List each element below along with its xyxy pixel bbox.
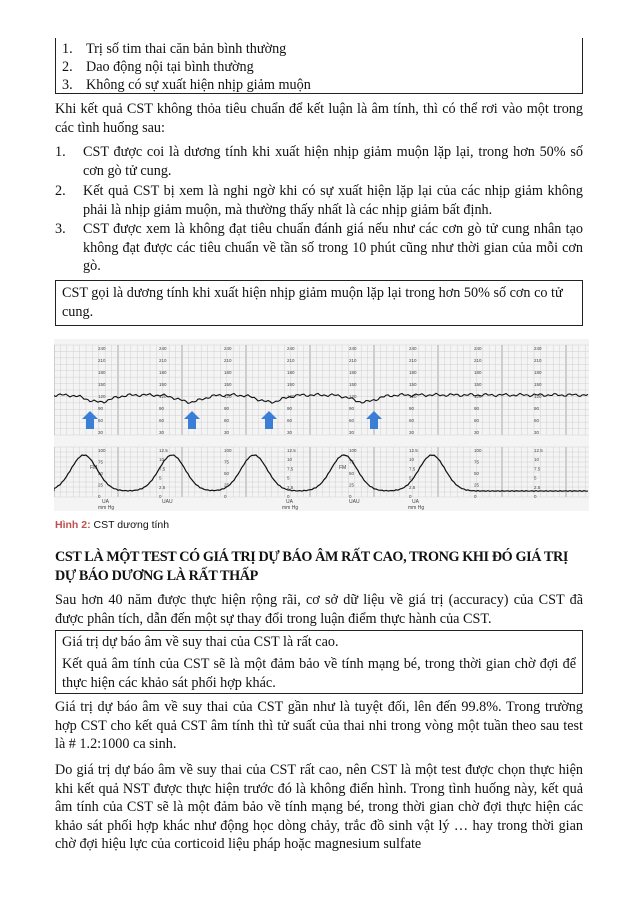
fhr-tick-label: 60 [224,418,230,423]
case-item-2: 2. Kết quả CST bị xem là nghi ngờ khi có sự xuất hiện lặp lại của các nhịp giảm không phải là nhịp giảm muộn, mà thường thấy nhất là các nhịp giảm bất định. [55,183,583,218]
case-item-3: 3. CST được xem là không đạt tiêu chuẩn đánh giá nếu như các cơn gò tử cung nhân tạo không đạt được các tiêu chuẩn về tần số trong 10 phút cũng như thời gian của mỗi cơn gò. [55,221,583,275]
fhr-tick-label: 90 [159,406,165,411]
fhr-tick-label: 120 [287,394,295,399]
ua-tick-label: 0 [349,494,352,499]
ua-tick-label: 100 [224,448,232,453]
ua-tick-label: 50 [349,471,355,476]
mmhg-label: mm Hg [408,505,425,511]
fhr-tick-label: 90 [98,406,104,411]
ua-tick-label: 50 [98,471,104,476]
fhr-tick-label: 240 [474,346,482,351]
figure-caption [55,519,169,531]
fhr-tick-label: 180 [534,370,542,375]
fhr-tick-label: 120 [98,394,106,399]
ua-tick-label: 12.5 [159,448,168,453]
fhr-tick-label: 120 [409,394,417,399]
fhr-tick-label: 120 [474,394,482,399]
fhr-tick-label: 180 [98,370,106,375]
section-heading: CST LÀ MỘT TEST CÓ GIÁ TRỊ DỰ BÁO ÂM RẤT CAO, TRONG KHI ĐÓ GIÁ TRỊ DỰ BÁO DƯƠNG LÀ RẤT THẤP [55,549,568,584]
criteria-box [55,38,583,94]
ua-tick-label: 7.5 [409,466,416,472]
fhr-tick-label: 120 [534,394,542,399]
ua-tick-label: 7.5 [534,466,541,472]
fhr-tick-label: 90 [287,406,293,411]
ua-tick-label: 75 [98,459,104,465]
fhr-tick-label: 240 [287,346,295,351]
ua-tick-label: 0 [534,494,537,499]
ua-tick-label: 2.5 [534,484,541,490]
fhr-tick-label: 240 [409,346,417,351]
ua-tick-label: 5 [409,475,412,481]
ua-tick-label: 100 [98,448,106,453]
fhr-tick-label: 180 [474,370,482,375]
ua-label: UA [102,499,109,505]
ua-tick-label: 0 [474,494,477,499]
fhr-tick-label: 210 [287,358,295,363]
ua-tick-label: 25 [98,482,104,488]
fhr-tick-label: 90 [224,406,230,411]
fhr-tick-label: 90 [474,406,480,411]
fhr-tick-label: 210 [349,358,357,363]
ua-tick-label: 5 [287,475,290,481]
ua-tick-label: 0 [159,494,162,499]
fhr-tick-label: 240 [159,346,167,351]
caption-text: CST dương tính [90,519,170,531]
fhr-tick-label: 60 [287,418,293,423]
fhr-tick-label: 30 [159,430,165,435]
ua-tick-label: 7.5 [159,466,166,472]
fhr-tick-label: 90 [409,406,415,411]
fhr-tick-label: 210 [159,358,167,363]
paragraph-2: Giá trị dự báo âm về suy thai của CST gần như là tuyệt đối, lên đến 99.8%. Trong trường hợp CST cho kết quả CST âm tính thì tử suất của thai nhi trong vòng một tuần theo sau test là # 1.2:1000 ca sinh. [55,699,583,753]
ua-tick-label: 2.5 [287,484,294,490]
criteria-item: 2. [62,59,73,75]
fhr-tick-label: 210 [409,358,417,363]
ua-tick-label: 50 [474,471,480,476]
fhr-tick-label: 60 [474,418,480,423]
ua-tick-label: 12.5 [534,448,543,453]
fhr-tick-label: 60 [349,418,355,423]
fhr-tick-label: 60 [159,418,165,423]
fhr-tick-label: 150 [474,382,482,387]
paragraph-3: Do giá trị dự báo âm về suy thai của CST rất cao, nên CST là một test được chọn thực hiện khi kết quả NST được thực hiện trước đó là không điển hình. Trong tình huống này, kết quả âm tính của CST sẽ là một đảm bảo về tính mạng bé, trong thời gian chờ đợi thực hiện các khảo sát phối hợp khác như động học dòng chảy, trắc đồ sinh vật lý … hay trong thời gian chờ đợi hiệu lực của corticoid liệu pháp hoặc magnesium sulfate [55,762,583,853]
mmhg-label: mm Hg [282,505,299,511]
fhr-tick-label: 180 [224,370,232,375]
fhr-tick-label: 240 [349,346,357,351]
fhr-tick-label: 210 [534,358,542,363]
ua-tick-label: 0 [224,494,227,499]
fm-label: FM [90,465,98,471]
ua-tick-label: 5 [159,475,162,481]
fhr-tick-label: 30 [287,430,293,435]
positive-definition-box [55,280,583,326]
ua-tick-label: 75 [349,459,355,465]
ctg-figure [54,339,589,511]
fhr-tick-label: 30 [224,430,230,435]
fhr-tick-label: 60 [98,418,104,423]
ua-tick-label: 2.5 [159,484,166,490]
ua-tick-label: 12.5 [287,448,296,453]
fhr-tick-label: 30 [409,430,415,435]
ua-label: UA [412,499,419,505]
fhr-tick-label: 150 [409,382,417,387]
ua-tick-label: 10 [159,457,165,463]
ua-tick-label: 100 [474,448,482,453]
ua-tick-label: 7.5 [287,466,294,472]
ua-tick-label: 0 [98,494,101,499]
criteria-text: Trị số tim thai căn bản bình thường [86,41,287,57]
fm-label: FM [339,465,347,471]
ua-tick-label: 25 [224,482,230,488]
negative-predictive-box [55,630,583,694]
fhr-tick-label: 180 [159,370,167,375]
fhr-tick-label: 90 [534,406,540,411]
ua-tick-label: 25 [474,482,480,488]
fhr-tick-label: 150 [224,382,232,387]
fhr-tick-label: 210 [474,358,482,363]
fhr-tick-label: 120 [159,394,167,399]
ua-tick-label: 12.5 [409,448,418,453]
fhr-tick-label: 30 [474,430,480,435]
ua-tick-label: 100 [349,448,357,453]
ua-label: UA [286,499,293,505]
fhr-tick-label: 30 [349,430,355,435]
paragraph-1: Sau hơn 40 năm được thực hiện rộng rãi, cơ sở dữ liệu về giá trị (accuracy) của CST đã được phân tích, dẫn đến một sự thay đổi trong luận điểm thực hành của CST. [55,592,583,627]
fhr-tick-label: 210 [98,358,106,363]
fhr-tick-label: 180 [287,370,295,375]
fhr-tick-label: 240 [224,346,232,351]
ua-tick-label: 10 [534,457,540,463]
ua-tick-label: 10 [287,457,293,463]
fhr-tick-label: 240 [98,346,106,351]
fhr-tick-label: 30 [98,430,104,435]
ua-tick-label: 50 [224,471,230,476]
criteria-item: 1. [62,41,73,57]
uau-label: UAU [162,499,173,505]
ua-tick-label: 25 [349,482,355,488]
fhr-tick-label: 90 [349,406,355,411]
fhr-tick-label: 150 [98,382,106,387]
positive-definition-text: CST gọi là dương tính khi xuất hiện nhịp giảm muộn lặp lại trong hơn 50% số cơn co tử cung. [62,285,563,320]
ua-tick-label: 75 [474,459,480,465]
fhr-tick-label: 150 [534,382,542,387]
fhr-tick-label: 150 [349,382,357,387]
fhr-tick-label: 150 [287,382,295,387]
ua-tick-label: 10 [409,457,415,463]
ua-tick-label: 5 [534,475,537,481]
ua-tick-label: 75 [224,459,230,465]
fhr-tick-label: 240 [534,346,542,351]
uau-label: UAU [349,499,360,505]
box2-line2: Kết quả âm tính của CST sẽ là một đảm bảo về tính mạng bé, trong thời gian chờ đợi để thực hiện các khảo sát phối hợp khác. [62,656,576,691]
fhr-tick-label: 120 [224,394,232,399]
criteria-item: 3. [62,77,73,93]
ua-tick-label: 0 [287,494,290,499]
fhr-tick-label: 180 [409,370,417,375]
criteria-text: Không có sự xuất hiện nhịp giảm muộn [86,77,311,93]
ua-tick-label: 2.5 [409,484,416,490]
fhr-tick-label: 180 [349,370,357,375]
fhr-tick-label: 120 [349,394,357,399]
case-item-1: 1. CST được coi là dương tính khi xuất hiện nhịp giảm muộn lặp lại, trong hơn 50% số cơn gò tử cung. [55,144,583,179]
ua-tick-label: 0 [409,494,412,499]
criteria-text: Dao động nội tại bình thường [86,59,254,75]
box2-line1: Giá trị dự báo âm về suy thai của CST là rất cao. [62,634,339,650]
caption-label: Hình 2: [55,519,91,531]
intro-paragraph: Khi kết quả CST không thỏa tiêu chuẩn để kết luận là âm tính, thì có thể rơi vào một trong các tình huống sau: [55,101,583,136]
fhr-tick-label: 60 [409,418,415,423]
fhr-tick-label: 150 [159,382,167,387]
fhr-tick-label: 60 [534,418,540,423]
mmhg-label: mm Hg [98,505,115,511]
fhr-tick-label: 30 [534,430,540,435]
fhr-tick-label: 210 [224,358,232,363]
